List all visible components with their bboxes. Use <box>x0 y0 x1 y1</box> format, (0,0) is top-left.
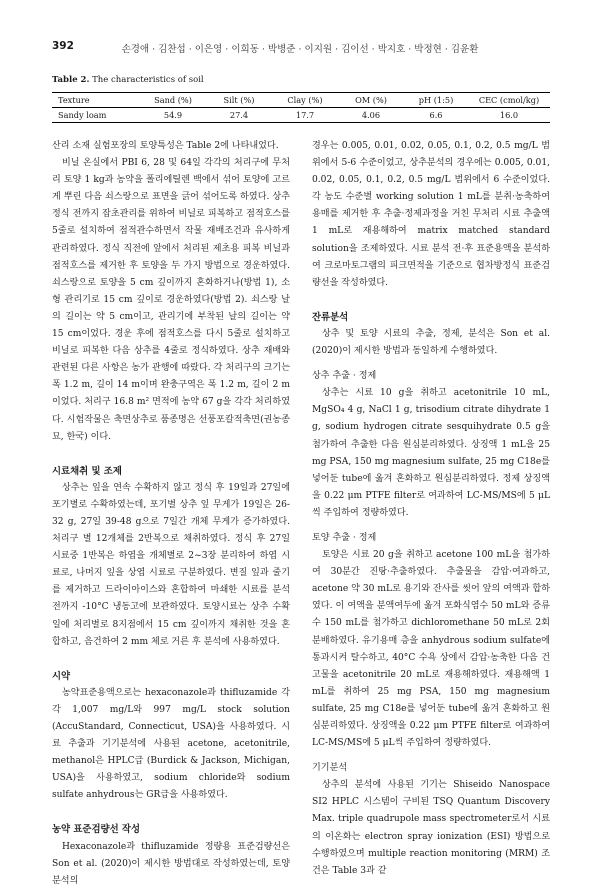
col-header-texture: Texture <box>52 93 140 108</box>
section-heading-standard-curve: 농약 표준검량선 작성 <box>52 824 141 836</box>
subsection-heading-instrumental-analysis: 기기분석 <box>312 763 348 774</box>
cell-silt: 27.4 <box>206 108 272 123</box>
author-line: 손경애 · 김찬섭 · 이은영 · 이희동 · 박병준 · 이지원 · 김이선 · 박지호 · 박정현 · 김윤환 <box>121 44 479 55</box>
col-header-ph: pH (1:5) <box>404 93 468 108</box>
cell-texture: Sandy loam <box>52 108 140 123</box>
soil-characteristics-table <box>52 92 550 123</box>
paragraph: 상추의 분석에 사용된 기기는 Shiseido Nanospace SI2 HPLC 시스템이 구비된 TSQ Quantum Discovery Max. triple quadrupole mass spectrometer로서 시료의 이온화는 electron spray ionization (ESI) 방법으로 수행하였으며 multiple reaction monitoring (MRM) 조건은 Table 3과 같 <box>312 780 550 876</box>
table-header-row <box>52 93 550 108</box>
col-header-sand: Sand (%) <box>140 93 206 108</box>
paragraph: 상추는 시료 10 g을 취하고 acetonitrile 10 mL, MgSO₄ 4 g, NaCl 1 g, trisodium citrate dihydrate 1 g, sodium hydrogen citrate sesquihydrate 0.5 g을 첨가하여 추출한 다음 원심분리하였다. 상징액 1 mL을 25 mg PSA, 150 mg magnesium sulfate, 25 mg C18e를 넣어둔 tube에 옮겨 혼화하고 원심분리하였다. 정제 상징액을 0.22 μm PTFE filter로 여과하여 LC-MS/MS에 5 μL씩 주입하여 정량하였다. <box>312 388 550 518</box>
paragraph: Hexaconazole과 thifluzamide 정량용 표준검량선은 Son et al. (2020)이 제시한 방법대로 작성하였는데, 토양분석의 <box>52 841 290 886</box>
right-column <box>312 138 550 880</box>
col-header-om: OM (%) <box>338 93 404 108</box>
section-heading-residue-analysis: 잔류분석 <box>312 311 349 323</box>
paragraph: 상추는 잎을 연속 수확하지 않고 정식 후 19일과 27일에 포기별로 수확하였는데, 포기별 상추 잎 무게가 19일은 26-32 g, 27일 39-48 g으로 7일간 개체 무게가 증가하였다. 처리구 별 12개체를 2반복으로 채취하였다. 정식 후 27일 시료중 1반복은 하엽을 개체별로 2~3장 분리하여 하엽 시료로, 나머지 잎을 상엽 시료로 구분하였다. 변질 잎과 줄기를 제거하고 드라이아이스와 혼합하여 마쇄한 시료를 분석 전까지 -10°C 냉동고에 보관하였다. 토양시료는 상추 수확 일에 처리별로 8지점에서 15 cm 깊이까지 채취한 것을 혼합하고, 음건하여 2 mm 체로 거른 후 분석에 사용하였다. <box>52 482 290 647</box>
page-number: 392 <box>52 40 74 52</box>
subsection-heading-lettuce-extraction: 상추 추출 · 정제 <box>312 371 377 382</box>
left-column <box>52 138 290 890</box>
section-heading-reagents: 시약 <box>52 670 71 682</box>
cell-om: 4.06 <box>338 108 404 123</box>
paragraph: 경우는 0.005, 0.01, 0.02, 0.05, 0.1, 0.2, 0.5 mg/L 범위에서 5-6 수준이었고, 상추분석의 경우에는 0.005, 0.01, 0.02, 0.05, 0.1, 0.2, 0.5 mg/L 범위에서 6 수준이었다. 각 농도 수준별 working solution 1 mL를 분취·농축하여 용매를 제거한 후 추출·정제과정을 거친 무처리 시료 추출액 1 mL로 재용해하여 matrix matched standard solution을 조제하였다. 시료 분석 전·후 표준용액을 분석하여 크로마토그램의 피크면적을 기준으로 협차방정식 표준검량선을 작성하였다. <box>312 141 550 288</box>
table-row <box>52 108 550 123</box>
col-header-cec: CEC (cmol/kg) <box>468 93 550 108</box>
paragraph: 비닐 온실에서 PBI 6, 28 및 64일 각각의 처리구에 무처리 토양 1 kg과 농약을 폴리에틸렌 백에서 섞어 토양에 고르게 뿌린 다음 쇠스랑으로 표면을 긁어 섞어도록 하였다. 상추 정식 전까지 잡초관리를 위하여 비닐로 피복하고 점적호스를 5줄로 설치하여 점적관수하면서 작물 재배조건과 유사하게 관리하였다. 정식 직전에 앞에서 처리된 제초용 피복 비닐과 점적호스를 제거한 후 토양을 두 가지 방법으로 경운하였다. 쇠스랑으로 토양을 5 cm 깊이까지 혼화하거나(방법 1), 소형 관리기로 15 cm 깊이로 경운하였다(방법 2). 쇠스랑 날의 길이는 약 5 cm이고, 관리기에 부착된 날의 길이는 약 15 cm이었다. 경운 후에 점적호스를 다시 5줄로 설치하고 비닐로 피복한 다음 상추를 4줄로 정식하였다. 상추 재배와 관련된 다른 사항은 농가 관행에 따랐다. 각 처리구의 크기는 폭 1.2 m, 길이 14 m이며 완충구역은 폭 1.2 m, 길이 2 m이었다. 처리구 16.8 m² 면적에 농약 67 g을 각각 처리하였다. 시험작물은 축면상추로 품종명은 선풍포칼적축면(권농종묘, 한국) 이다. <box>52 158 290 442</box>
col-header-clay: Clay (%) <box>272 93 338 108</box>
col-header-silt: Silt (%) <box>206 93 272 108</box>
cell-cec: 16.0 <box>468 108 550 123</box>
section-heading-sampling: 시료채취 및 조제 <box>52 465 122 477</box>
table-caption-text: The characteristics of soil <box>92 75 204 85</box>
subsection-heading-soil-extraction: 토양 추출 · 정제 <box>312 532 377 543</box>
table-caption <box>52 75 204 85</box>
cell-sand: 54.9 <box>140 108 206 123</box>
paragraph: 토양은 시료 20 g을 취하고 acetone 100 mL을 첨가하여 30분간 진탕·추출하였다. 추출물을 감압·여과하고, acetone 약 30 mL로 용기와 잔사를 씻어 앞의 여액과 합하였다. 이 여액을 분액여두에 옮겨 포화식염수 50 mL와 증류수 150 mL를 첨가하고 dichloromethane 50 mL로 2회 분배하였다. 유기용매 층을 anhydrous sodium sulfate에 통과시켜 탈수하고, 40°C 수욕 상에서 감압·농축한 다음 건고물을 acetonitrile 20 mL로 재용해하였다. 재용해액 1 mL를 취하여 25 mg PSA, 150 mg magnesium sulfate, 25 mg C18e를 넣어둔 tube에 옮겨 혼화하고 원심분리하였다. 상징액을 0.22 μm PTFE filter로 여과하여 LC-MS/MS에 5 μL씩 주입하여 정량하였다. <box>312 550 550 749</box>
paragraph: 상추 및 토양 시료의 추출, 정제, 분석은 Son et al. (2020)이 제시한 방법과 동일하게 수행하였다. <box>312 328 550 357</box>
paragraph: 농약표준용액으로는 hexaconazole과 thifluzamide 각각 1,007 mg/L와 997 mg/L stock solution (AccuStandard, Connecticut, USA)을 사용하였다. 시료 추출과 기기분석에 사용된 acetone, acetonitrile, methanol은 HPLC급 (Burdick & Jackson, Michigan, USA)을 사용하였고, sodium chloride와 sodium sulfate anhydrous는 GR급을 사용하였다. <box>52 687 290 801</box>
running-header <box>52 40 548 56</box>
table-caption-label: Table 2. <box>52 75 90 85</box>
cell-ph: 6.6 <box>404 108 468 123</box>
paragraph: 산리 소재 실험포장의 토양특성은 Table 2에 나타내었다. <box>52 141 279 151</box>
cell-clay: 17.7 <box>272 108 338 123</box>
